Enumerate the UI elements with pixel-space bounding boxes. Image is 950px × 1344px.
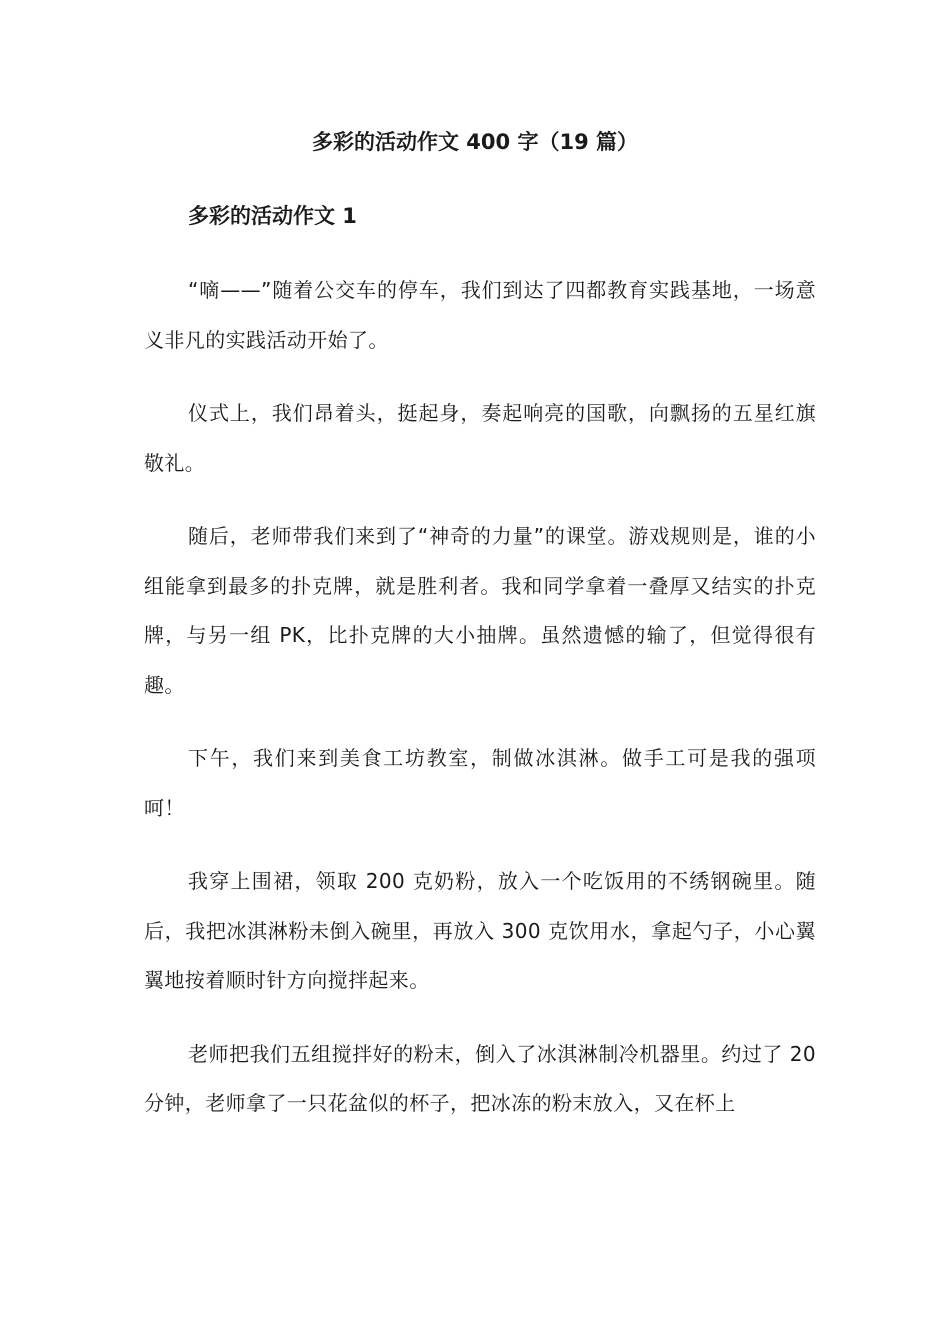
section-heading: 多彩的活动作文 1 <box>188 204 357 228</box>
paragraph: 下午，我们来到美食工坊教室，制做冰淇淋。做手工可是我的强项呵！ <box>144 746 816 820</box>
document-title: 多彩的活动作文 400 字（19 篇） <box>312 130 638 154</box>
paragraph: 老师把我们五组搅拌好的粉末，倒入了冰淇淋制冷机器里。约过了 20 分钟，老师拿了一只花盆似的杯子，把冰冻的粉末放入，又在杯上 <box>144 1041 816 1115</box>
paragraph: “嘀——”随着公交车的停车，我们到达了四都教育实践基地，一场意义非凡的实践活动开始了。 <box>144 278 816 352</box>
paragraph: 我穿上围裙，领取 200 克奶粉，放入一个吃饭用的不绣钢碗里。随后，我把冰淇淋粉未倒入碗里，再放入 300 克饮用水，拿起勺子，小心翼翼地按着顺时针方向搅拌起来。 <box>144 869 816 992</box>
article-body <box>144 266 816 1153</box>
paragraph: 仪式上，我们昂着头，挺起身，奏起响亮的国歌，向飘扬的五星红旗敬礼。 <box>144 401 816 475</box>
paragraph: 随后，老师带我们来到了“神奇的力量”的课堂。游戏规则是，谁的小组能拿到最多的扑克牌，就是胜利者。我和同学拿着一叠厚又结实的扑克牌，与另一组 PK，比扑克牌的大小抽牌。虽然遗憾的输了，但觉得很有趣。 <box>144 524 816 697</box>
